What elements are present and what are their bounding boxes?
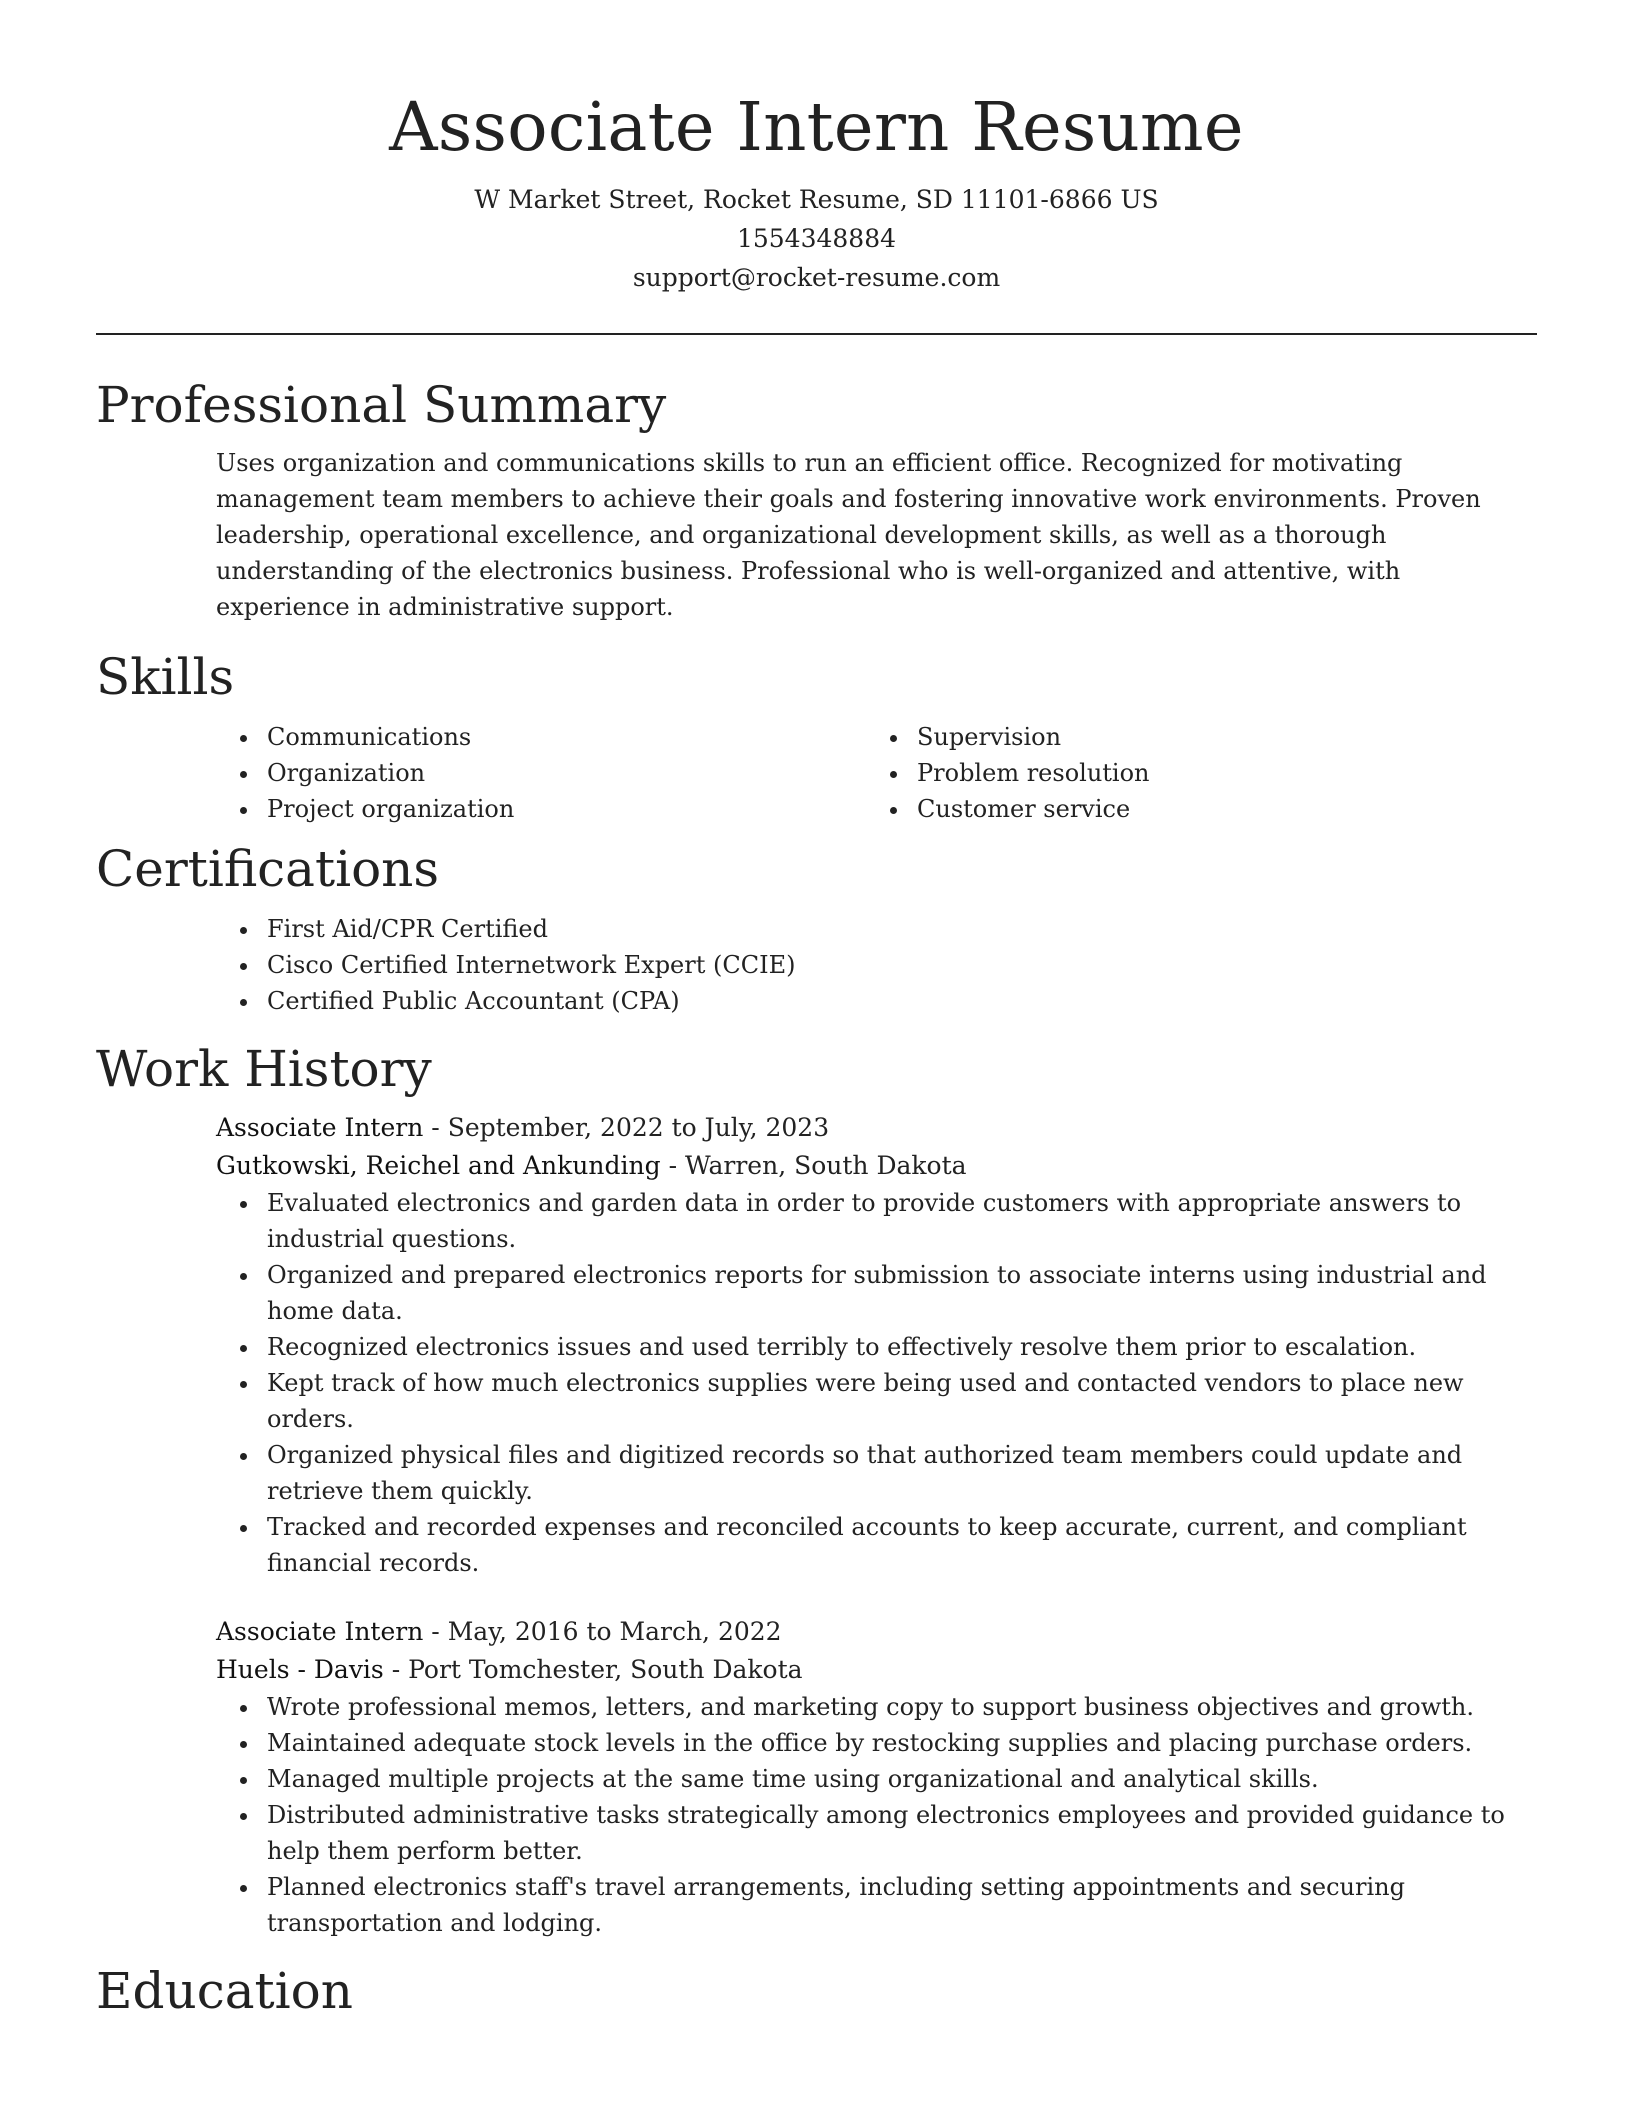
job-bullet: • Organized physical files and digitized records so that authorized team members could update and retrieve them quickly. [261,1437,1537,1509]
certification-item: • Cisco Certified Internetwork Expert (CCIE) [261,947,1537,983]
job-role: Associate Intern [216,1617,424,1646]
education-heading: Education [96,1962,353,2020]
certification-item: • Certified Public Accountant (CPA) [261,983,1537,1019]
email-text: support@rocket-resume.com [632,263,1001,292]
job-bullet: • Kept track of how much electronics supplies were being used and contacted vendors to place new orders. [261,1365,1537,1437]
skill-item: • Project organization [261,791,514,827]
certifications-list [96,911,1537,1019]
job-separator: - [431,1617,448,1646]
skills-right-column [746,719,1150,827]
skill-item: • Customer service [911,791,1150,827]
job-bullet: • Planned electronics staff's travel arrangements, including setting appointments and securing transportation and lodging. [261,1869,1537,1941]
contact-block [96,180,1537,297]
job-company: Huels - Davis [216,1655,384,1684]
job-company-line [216,1651,1537,1689]
summary-heading: Professional Summary [96,376,667,434]
job-location: Port Tomchester, South Dakota [408,1655,803,1684]
job-bullets [96,1689,1537,1941]
skills-heading: Skills [96,648,235,706]
skill-item: • Supervision [911,719,1150,755]
job-bullet: • Organized and prepared electronics reports for submission to associate interns using industrial and home data. [261,1257,1537,1329]
job-bullet: • Wrote professional memos, letters, and marketing copy to support business objectives and growth. [261,1689,1537,1725]
job-bullets [96,1185,1537,1581]
header-divider [96,333,1537,335]
address-text: W Market Street, Rocket Resume, SD 11101-6866 US [474,185,1159,214]
job-bullet: • Tracked and recorded expenses and reconciled accounts to keep accurate, current, and compliant financial records. [261,1509,1537,1581]
job-bullet: • Distributed administrative tasks strategically among electronics employees and provided guidance to help them perform better. [261,1797,1537,1869]
skills-left-column [96,719,514,827]
job-dates: May, 2016 to March, 2022 [447,1617,782,1646]
resume-page [96,0,1537,2021]
job-company-line [216,1147,1537,1185]
job-separator: - [431,1113,448,1142]
job-role: Associate Intern [216,1113,424,1142]
skill-item: • Organization [261,755,514,791]
job-entry [96,1613,1537,1941]
certification-item: • First Aid/CPR Certified [261,911,1537,947]
job-entry [96,1109,1537,1581]
work-history-heading: Work History [96,1040,432,1098]
skills-list [96,719,1537,829]
summary-text: Uses organization and communications skills to run an efficient office. Recognized for motivating management team members to achieve their goals and fostering innovative work environments. Proven leadership, operational excellence, and organizational development skills, as well as a thorough understanding of the electronics business. Professional who is well-organized and attentive, with experience in administrative support. [216,449,1481,621]
certifications-heading: Certifications [96,840,440,898]
job-title-line [216,1613,1537,1651]
phone-text: 1554348884 [736,224,897,253]
job-separator: - [668,1151,685,1180]
job-company: Gutkowski, Reichel and Ankunding [216,1151,661,1180]
job-title-line [216,1109,1537,1147]
job-bullet: • Evaluated electronics and garden data in order to provide customers with appropriate answers to industrial questions. [261,1185,1537,1257]
skill-item: • Problem resolution [911,755,1150,791]
job-bullet: • Maintained adequate stock levels in the office by restocking supplies and placing purchase orders. [261,1725,1537,1761]
resume-title: Associate Intern Resume [389,88,1244,166]
job-dates: September, 2022 to July, 2023 [447,1113,830,1142]
job-location: Warren, South Dakota [684,1151,967,1180]
job-bullet: • Managed multiple projects at the same time using organizational and analytical skills. [261,1761,1537,1797]
job-separator: - [391,1655,409,1684]
skill-item: • Communications [261,719,514,755]
job-bullet: • Recognized electronics issues and used terribly to effectively resolve them prior to escalation. [261,1329,1537,1365]
